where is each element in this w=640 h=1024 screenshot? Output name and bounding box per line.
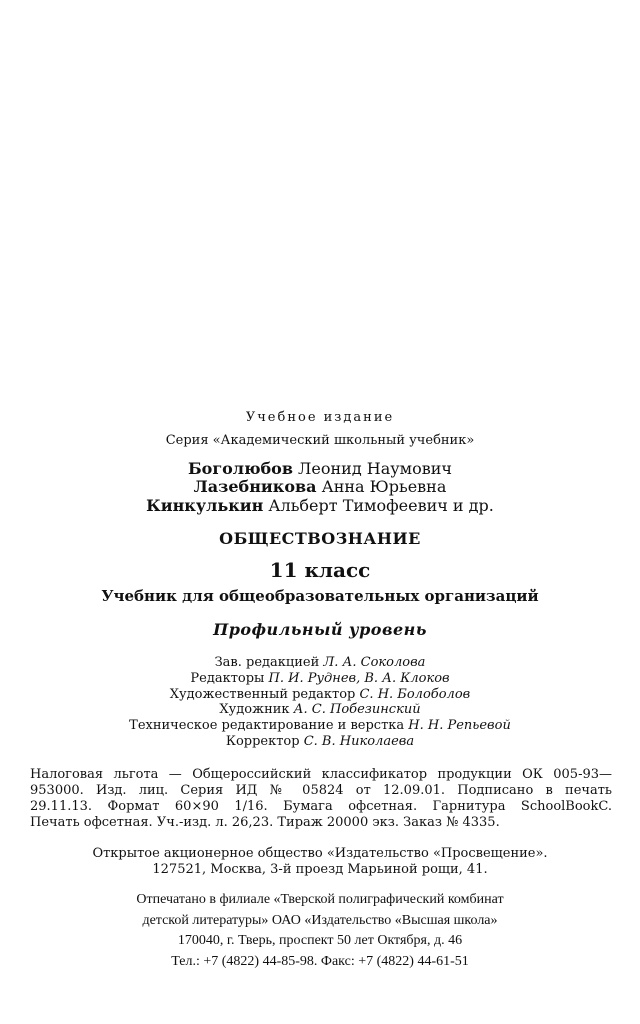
author-line bbox=[0, 496, 640, 515]
credit-role: Техническое редактирование и верстка bbox=[129, 718, 409, 733]
series-title: Серия «Академический школьный учебник» bbox=[165, 433, 475, 448]
printer-line: детской литературы» ОАО «Издательство «Высшая школа» bbox=[142, 913, 498, 928]
credit-person: С. Н. Болоболов bbox=[359, 687, 471, 702]
author-name: Леонид Наумович bbox=[292, 459, 452, 478]
author-name: Альберт Тимофеевич и др. bbox=[263, 496, 494, 515]
book-subject: ОБЩЕСТВОЗНАНИЕ bbox=[219, 529, 421, 548]
edition-type: Учебное издание bbox=[245, 410, 395, 425]
author-surname: Кинкулькин bbox=[146, 496, 264, 515]
printer-line: Тел.: +7 (4822) 44-85-98. Факс: +7 (4822) 44-61-51 bbox=[171, 954, 469, 969]
legal-line: Налоговая льгота — Общероссийский классификатор продукции ОК 005-93— bbox=[30, 767, 612, 782]
credit-role: Зав. редакцией bbox=[214, 655, 324, 670]
author-line bbox=[0, 459, 640, 478]
author-surname: Боголюбов bbox=[187, 459, 293, 478]
credit-role: Художественный редактор bbox=[169, 687, 360, 702]
credit-line bbox=[0, 687, 640, 702]
credit-person: А. С. Побезинский bbox=[293, 702, 421, 717]
credit-person: П. И. Руднев, В. А. Клоков bbox=[268, 671, 450, 686]
legal-line: 953000. Изд. лиц. Серия ИД № 05824 от 12.09.01. Подписано в печать bbox=[30, 783, 612, 798]
credit-line bbox=[0, 702, 640, 717]
author-surname: Лазебникова bbox=[193, 477, 317, 496]
book-level: Профильный уровень bbox=[213, 620, 427, 639]
credit-line bbox=[0, 734, 640, 749]
printer-line: 170040, г. Тверь, проспект 50 лет Октября, д. 46 bbox=[177, 933, 463, 948]
credit-line bbox=[0, 671, 640, 686]
book-subtitle: Учебник для общеобразовательных организаций bbox=[101, 587, 539, 605]
credit-role: Художник bbox=[219, 702, 294, 717]
author-line bbox=[0, 477, 640, 496]
publisher-line: Открытое акционерное общество «Издательство «Просвещение». bbox=[92, 846, 548, 861]
legal-line: Печать офсетная. Уч.-изд. л. 26,23. Тираж 20000 экз. Заказ № 4335. bbox=[30, 815, 500, 830]
credit-role: Корректор bbox=[225, 734, 304, 749]
credit-person: С. В. Николаева bbox=[303, 734, 415, 749]
publisher-line: 127521, Москва, 3-й проезд Марьиной рощи, 41. bbox=[152, 862, 488, 877]
printer-line: Отпечатано в филиале «Тверской полиграфический комбинат bbox=[136, 892, 504, 907]
credit-role: Редакторы bbox=[190, 671, 269, 686]
legal-line: 29.11.13. Формат 60×90 1/16. Бумага офсетная. Гарнитура SchoolBookC. bbox=[30, 799, 612, 814]
credit-line bbox=[0, 655, 640, 670]
credit-person: Н. Н. Репьевой bbox=[408, 718, 511, 733]
credit-person: Л. А. Соколова bbox=[323, 655, 426, 670]
book-grade: 11 класс bbox=[269, 558, 371, 582]
author-name: Анна Юрьевна bbox=[316, 477, 447, 496]
credit-line bbox=[0, 718, 640, 733]
